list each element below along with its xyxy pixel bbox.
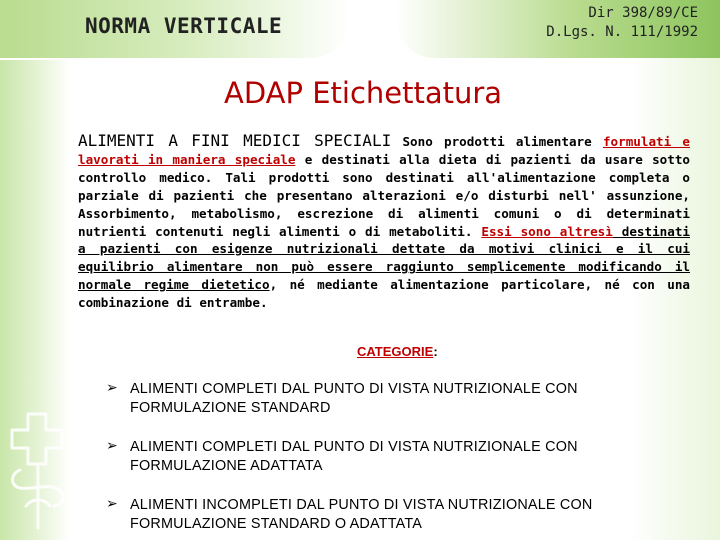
paragraph-text-2: e destinati alla dieta di pazienti da usare sotto controllo medico. Tali prodotti sono destinati all'alimentazione completa o parziale di pazienti che presentano alterazioni e/o disturbi nell' assunzione, Assorbimento, metabolismo, escrezione di alimenti comuni o di determinati nutrienti contenuti negli alimenti o di metaboliti. bbox=[78, 151, 690, 239]
category-line-2: FORMULAZIONE STANDARD bbox=[130, 400, 331, 416]
arrow-bullet-icon: ➢ bbox=[106, 380, 118, 396]
category-item bbox=[106, 496, 706, 534]
paragraph-highlight-2: Essi sono altresì bbox=[481, 223, 613, 239]
paragraph-highlight-1: formulati e lavorati in maniera speciale bbox=[78, 134, 691, 167]
categories-label: CATEGORIE bbox=[357, 344, 434, 359]
category-line-2: FORMULAZIONE ADATTATA bbox=[130, 458, 323, 474]
categories-colon: : bbox=[433, 344, 438, 359]
category-line-2: FORMULAZIONE STANDARD O ADATTATA bbox=[130, 516, 423, 532]
arrow-bullet-icon: ➢ bbox=[106, 438, 118, 454]
norma-verticale-label: NORMA VERTICALE bbox=[85, 14, 283, 38]
legislation-reference bbox=[546, 4, 698, 42]
paragraph-text-1: Sono prodotti alimentare bbox=[391, 134, 603, 149]
categories-list bbox=[106, 380, 706, 554]
paragraph-text-4: , né mediante alimentazione particolare, né con una combinazione di entrambe. bbox=[78, 277, 690, 311]
pharmacy-cross-logo-icon bbox=[6, 410, 70, 530]
paragraph-text-3: destinati a pazienti con esigenze nutrizionali dettate da motivi clinici e il cui equilibrio alimentare non può essere raggiunto semplicemente modificando il normale regime dietetico bbox=[78, 223, 690, 293]
category-line-1: ALIMENTI INCOMPLETI DAL PUNTO DI VISTA NUTRIZIONALE CON bbox=[130, 497, 593, 513]
categories-heading bbox=[357, 344, 438, 359]
page-title: ADAP Etichettatura bbox=[224, 76, 503, 110]
paragraph-lead: ALIMENTI A FINI MEDICI SPECIALI bbox=[78, 131, 392, 150]
decree-reference: D.Lgs. N. 111/1992 bbox=[546, 24, 698, 40]
category-line-1: ALIMENTI COMPLETI DAL PUNTO DI VISTA NUTRIZIONALE CON bbox=[130, 381, 578, 397]
arrow-bullet-icon: ➢ bbox=[106, 496, 118, 512]
category-item bbox=[106, 438, 706, 476]
definition-paragraph bbox=[78, 132, 690, 312]
category-line-1: ALIMENTI COMPLETI DAL PUNTO DI VISTA NUTRIZIONALE CON bbox=[130, 439, 578, 455]
category-item bbox=[106, 380, 706, 418]
directive-reference: Dir 398/89/CE bbox=[588, 5, 698, 21]
